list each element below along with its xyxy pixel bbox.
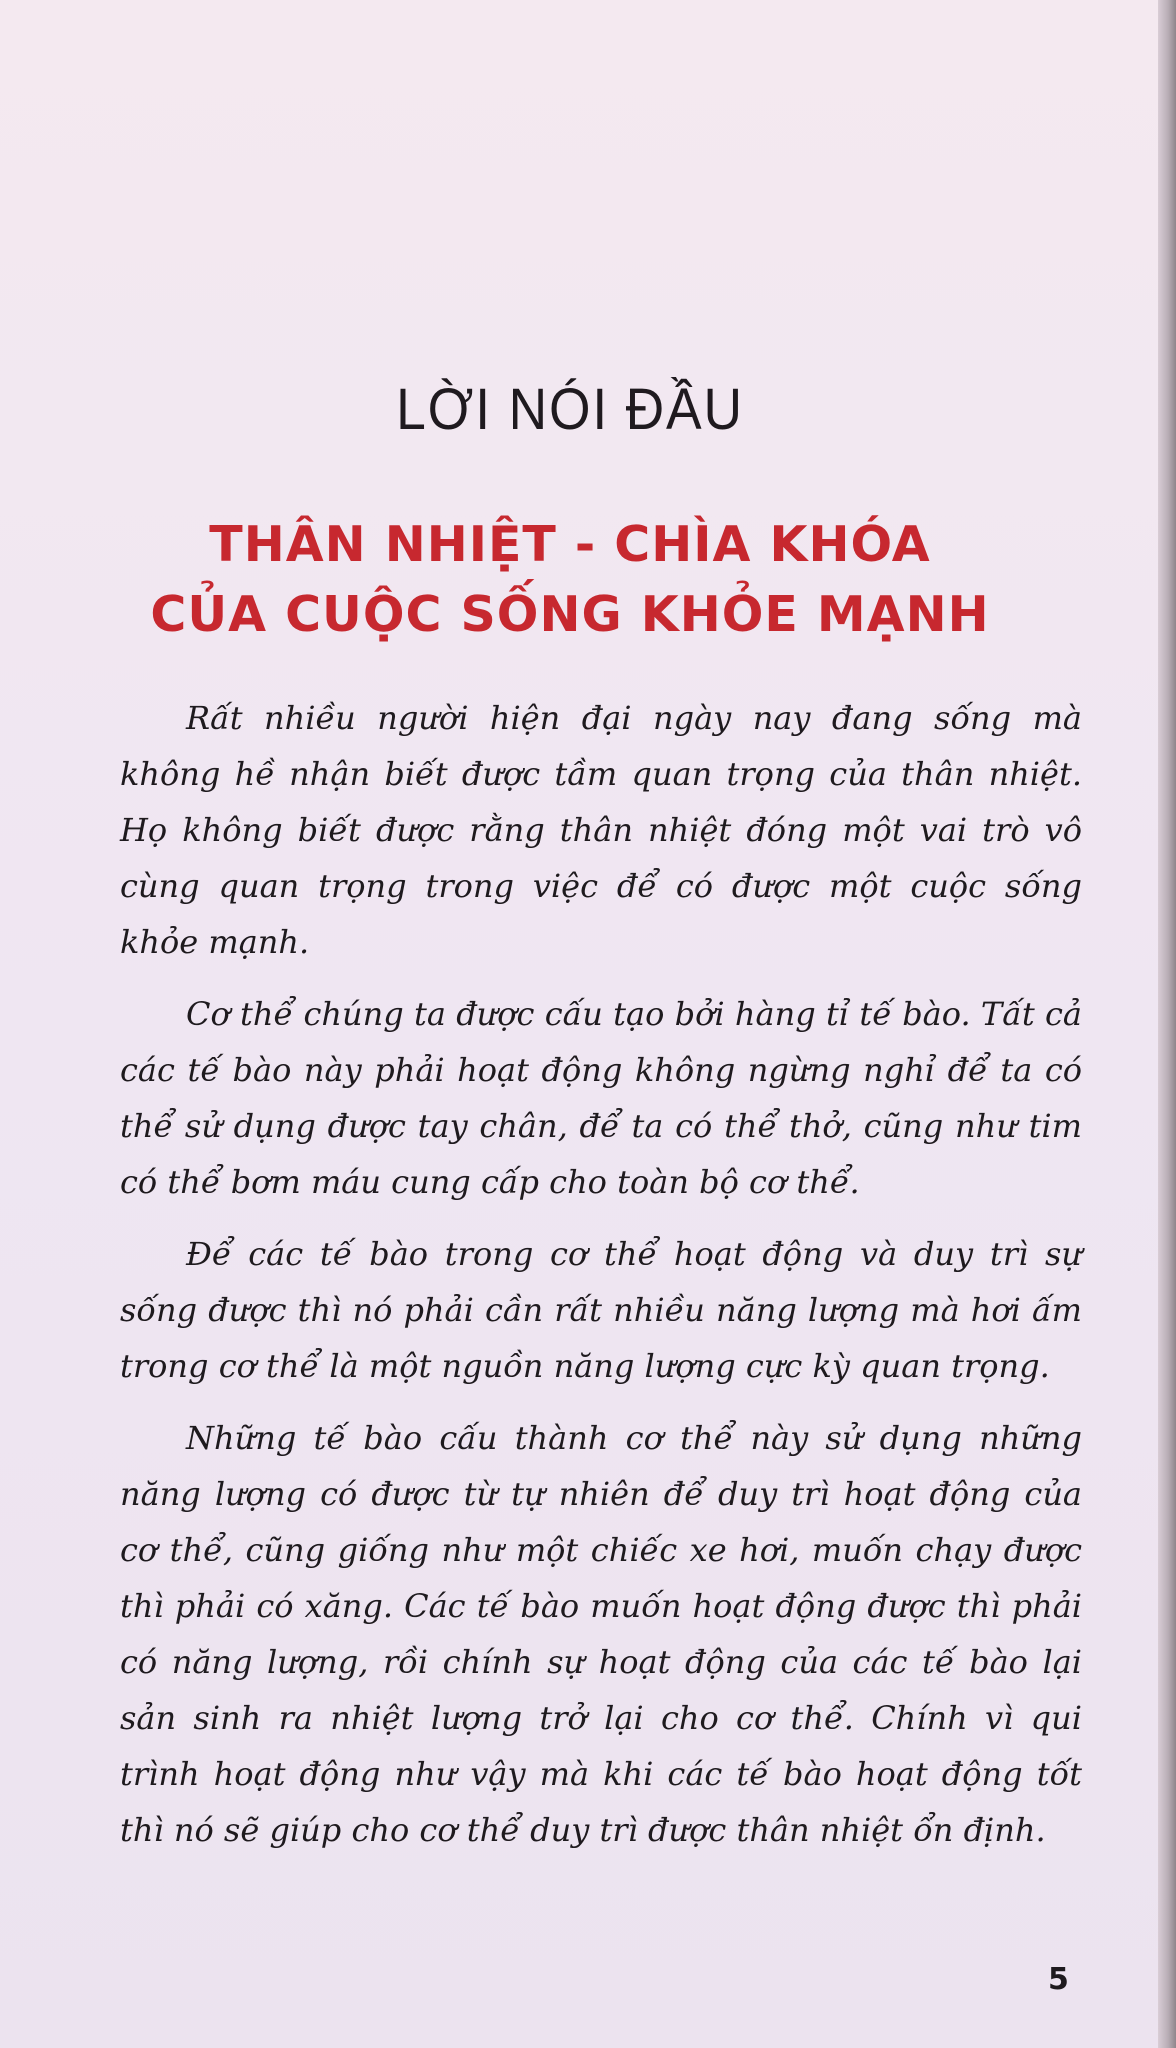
page-edge [1158, 0, 1176, 2048]
paragraph: Cơ thể chúng ta được cấu tạo bởi hàng tỉ tế bào. Tất cả các tế bào này phải hoạt động không ngừng nghỉ để ta có thể sử dụng được tay chân, để ta có thể thở, cũng như tim có thể bơm máu cung cấp cho toàn bộ cơ thể. [120, 995, 1082, 1201]
body-text [120, 690, 1082, 1874]
section-heading: LỜI NÓI ĐẦU [396, 377, 744, 442]
paragraph: Những tế bào cấu thành cơ thể này sử dụng những năng lượng có được từ tự nhiên để duy trì hoạt động của cơ thể, cũng giống như một chiếc xe hơi, muốn chạy được thì phải có xăng. Các tế bào muốn hoạt động được thì phải có năng lượng, rồi chính sự hoạt động của các tế bào lại sản sinh ra nhiệt lượng trở lại cho cơ thể. Chính vì qui trình hoạt động như vậy mà khi các tế bào hoạt động tốt thì nó sẽ giúp cho cơ thể duy trì được thân nhiệt ổn định. [120, 1419, 1082, 1849]
paragraph: Để các tế bào trong cơ thể hoạt động và duy trì sự sống được thì nó phải cần rất nhiều năng lượng mà hơi ấm trong cơ thể là một nguồn năng lượng cực kỳ quan trọng. [120, 1235, 1082, 1385]
chapter-title [0, 510, 1140, 650]
chapter-title-line-2: CỦA CUỘC SỐNG KHỎE MẠNH [150, 586, 990, 643]
page-number: 5 [1048, 1962, 1069, 1997]
chapter-title-line-1: THÂN NHIỆT - CHÌA KHÓA [209, 516, 931, 573]
paragraph: Rất nhiều người hiện đại ngày nay đang sống mà không hề nhận biết được tầm quan trọng của thân nhiệt. Họ không biết được rằng thân nhiệt đóng một vai trò vô cùng quan trọng trong việc để có được một cuộc sống khỏe mạnh. [120, 699, 1082, 961]
